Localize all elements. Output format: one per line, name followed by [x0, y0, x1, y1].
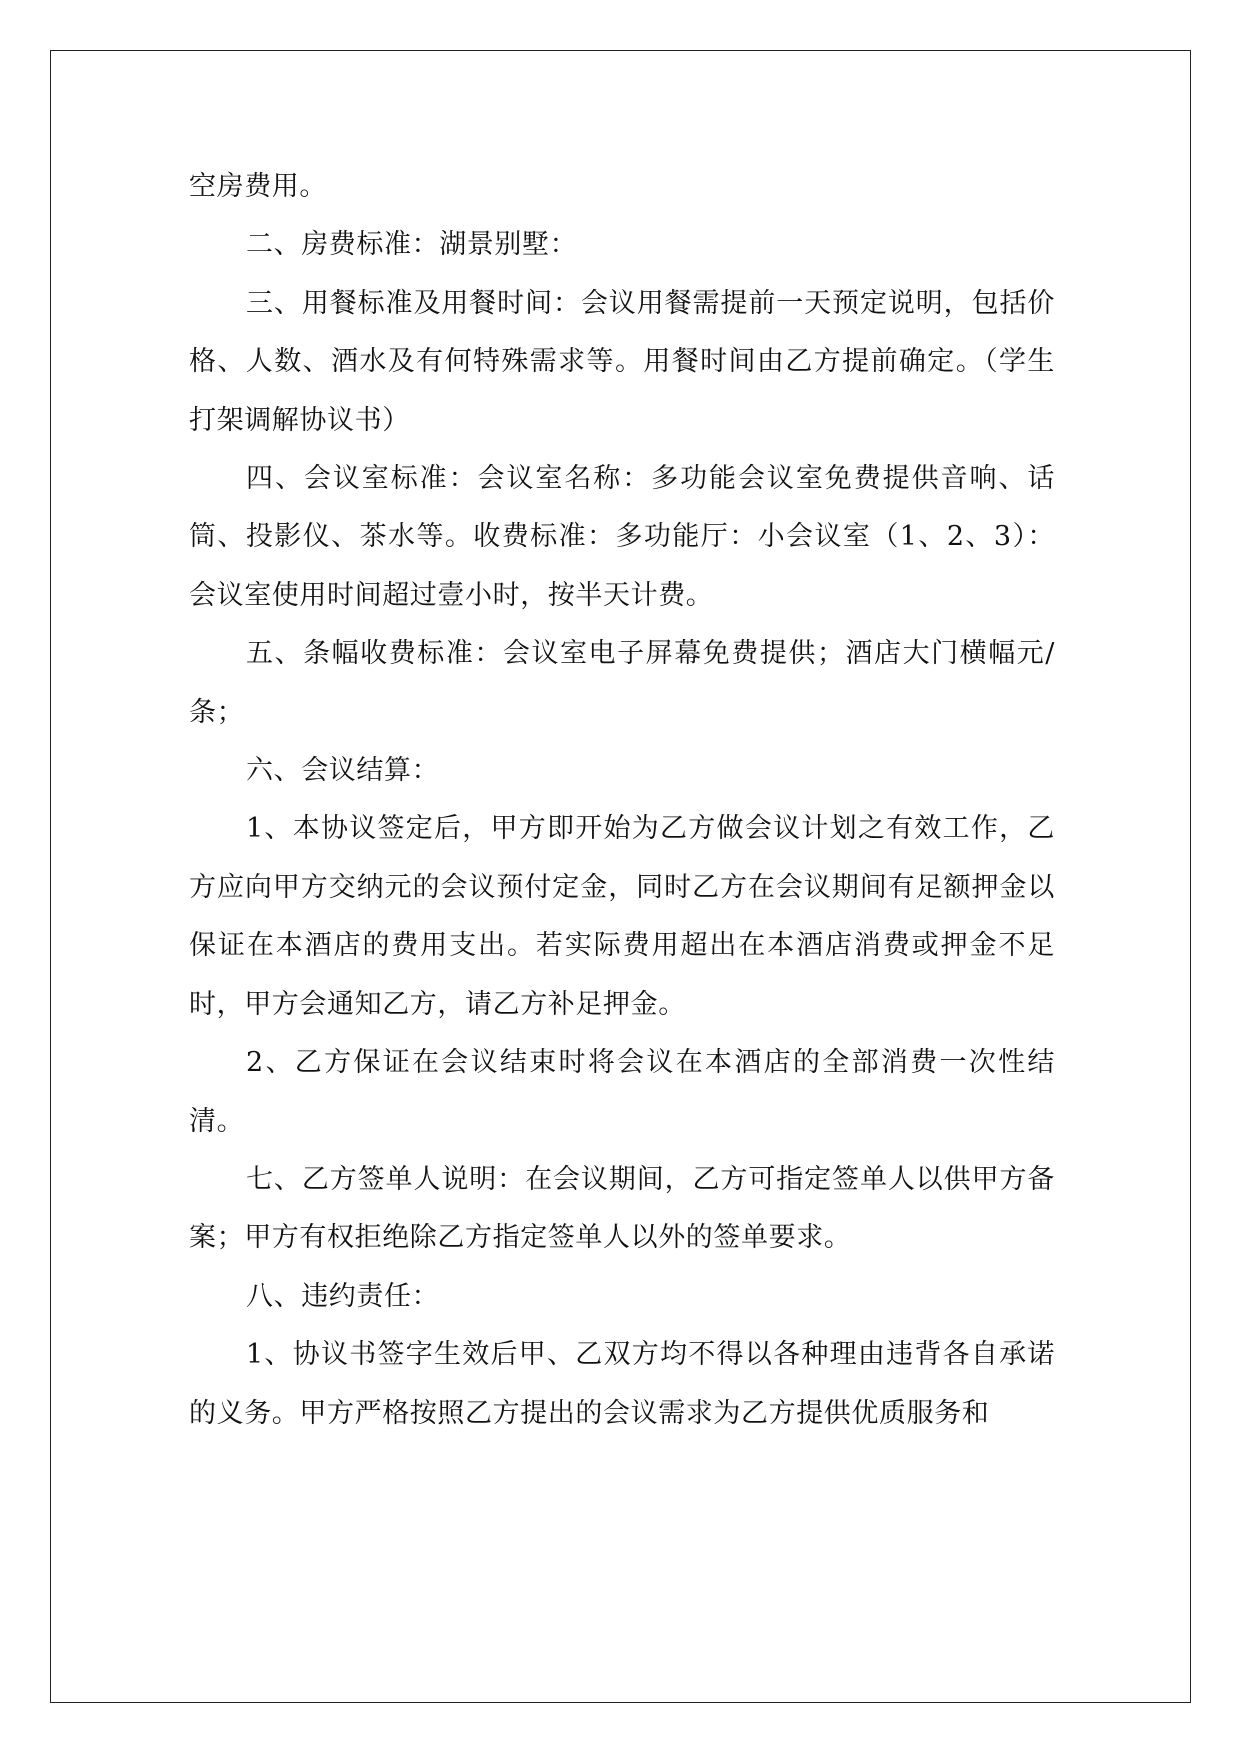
paragraph-settlement-1: 1、本协议签定后，甲方即开始为乙方做会议计划之有效工作，乙方应向甲方交纳元的会议预付定金，同时乙方在会议期间有足额押金以保证在本酒店的费用支出。若实际费用超出在本酒店消费或押金不足时，甲方会通知乙方，请乙方补足押金。	[189, 813, 1055, 1020]
paragraph-liability-heading: 八、违约责任：	[246, 1280, 440, 1312]
paragraph-settlement-heading: 六、会议结算：	[246, 755, 440, 787]
paragraph-room-fee-tail: 空房费用。	[189, 171, 327, 202]
paragraph-banner: 五、条幅收费标准：会议室电子屏幕免费提供；酒店大门横幅元/条；	[189, 638, 1055, 728]
paragraph-settlement-2: 2、乙方保证在会议结束时将会议在本酒店的全部消费一次性结清。	[189, 1047, 1055, 1137]
paragraph-signatory: 七、乙方签单人说明：在会议期间，乙方可指定签单人以供甲方备案；甲方有权拒绝除乙方指定签单人以外的签单要求。	[189, 1163, 1055, 1254]
paragraph-dining: 三、用餐标准及用餐时间：会议用餐需提前一天预定说明，包括价格、人数、酒水及有何特殊需求等。用餐时间由乙方提前确定。（学生打架调解协议书）	[189, 287, 1055, 436]
paragraph-meeting-room: 四、会议室标准：会议室名称：多功能会议室免费提供音响、话筒、投影仪、茶水等。收费标准：多功能厅：小会议室（1、2、3）：会议室使用时间超过壹小时，按半天计费。	[189, 463, 1055, 611]
document-body	[189, 158, 1055, 1443]
paragraph-room-rate: 二、房费标准：湖景别墅：	[246, 229, 578, 261]
paragraph-liability-1: 1、协议书签字生效后甲、乙双方均不得以各种理由违背各自承诺的义务。甲方严格按照乙方提出的会议需求为乙方提供优质服务和	[189, 1339, 1055, 1429]
